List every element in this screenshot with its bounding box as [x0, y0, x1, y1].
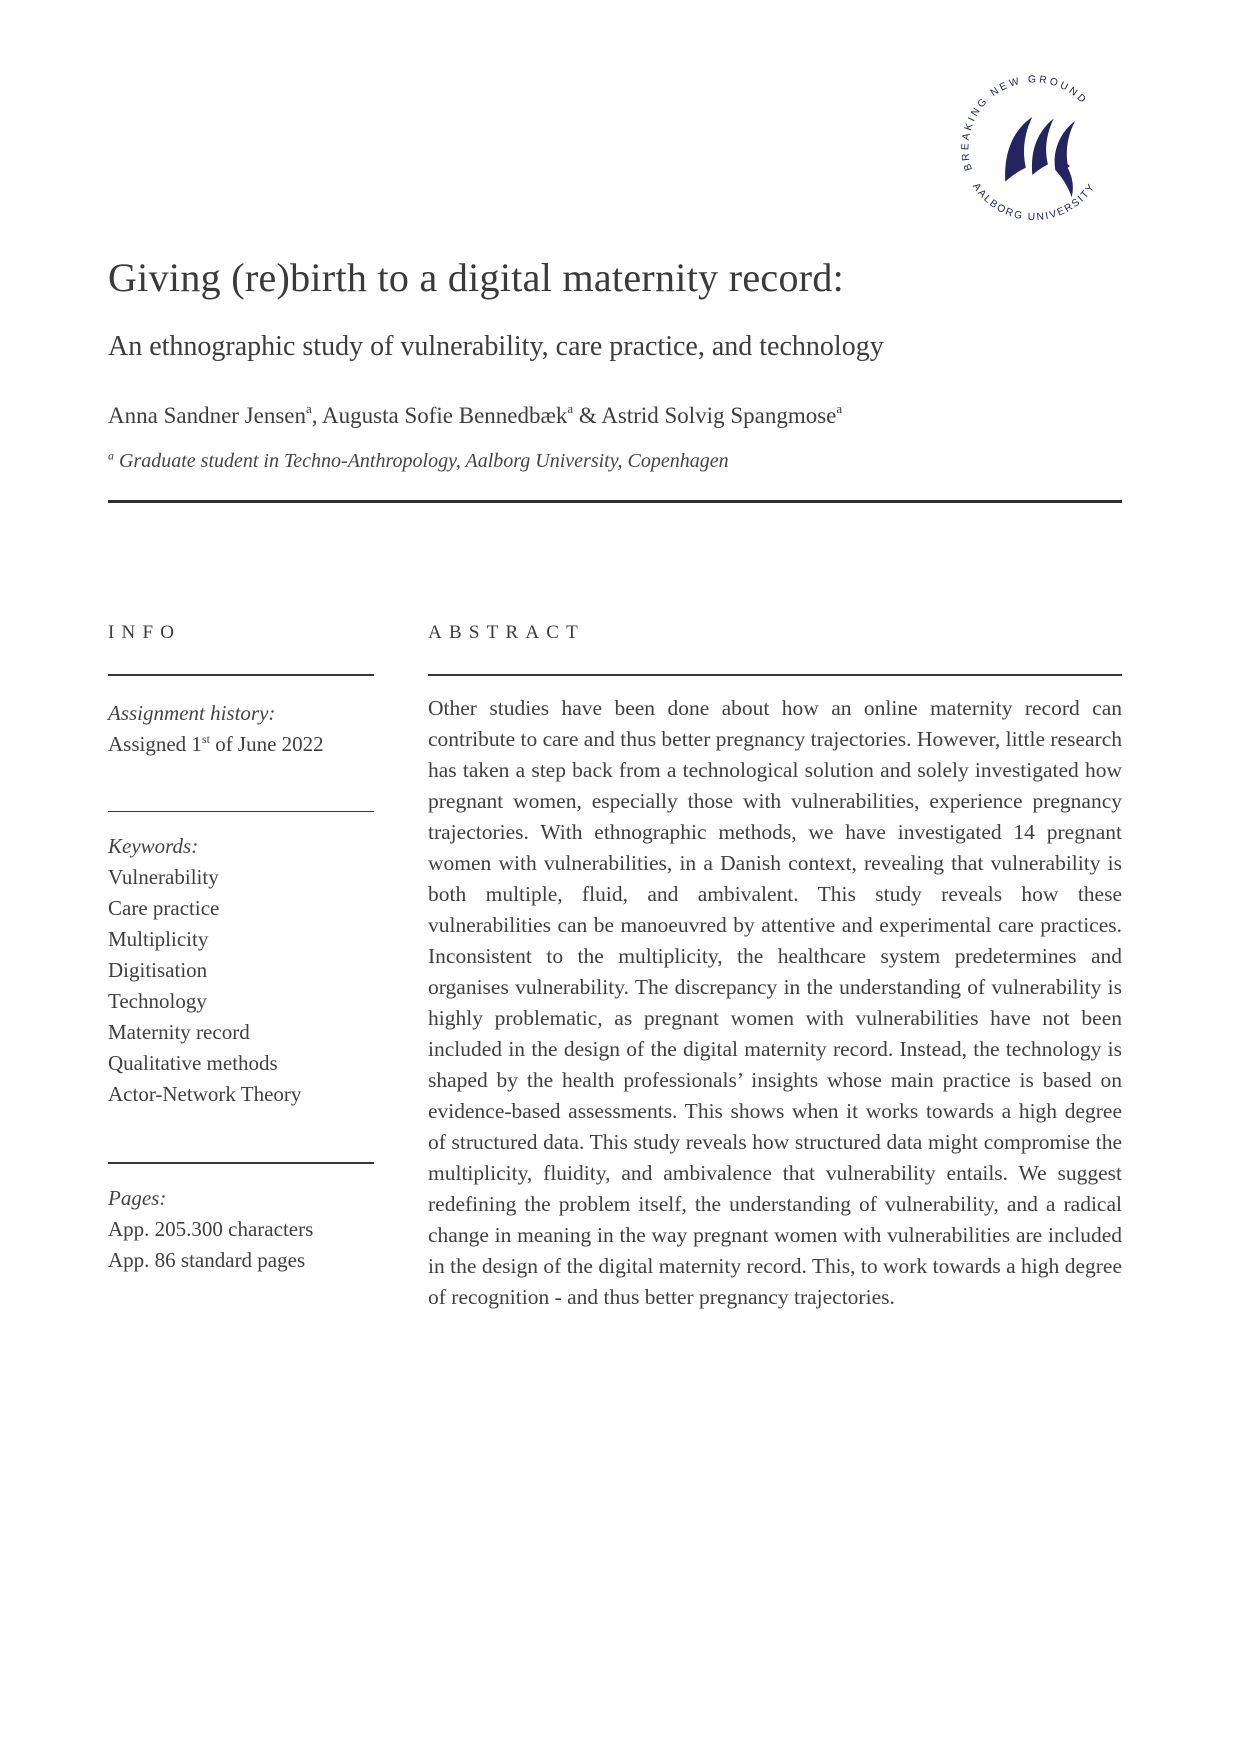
- header-divider: [108, 500, 1122, 503]
- info-heading-rule: [108, 674, 374, 676]
- ordinal-suffix: st: [201, 731, 210, 746]
- keyword-item: Vulnerability: [108, 865, 219, 890]
- author-affiliation-mark-2: a: [567, 401, 574, 417]
- author-separator-2: &: [573, 403, 602, 428]
- keywords-section: [108, 831, 374, 1110]
- keyword-item: Technology: [108, 989, 207, 1014]
- author-name-3: Astrid Solvig Spangmose: [601, 403, 837, 428]
- affiliation-text: Graduate student in Techno-Anthropology, Aalborg University, Copenhagen: [114, 450, 729, 472]
- info-heading: INFO: [108, 622, 182, 643]
- assignment-history-value: Assigned 1st of June 2022: [108, 731, 324, 756]
- author-name-1: Anna Sandner Jensen: [108, 403, 307, 428]
- keywords-section-rule: [108, 811, 374, 813]
- assignment-history-section: [108, 698, 374, 760]
- keywords-label: Keywords:: [108, 834, 199, 859]
- aalborg-university-logo: [952, 66, 1116, 230]
- author-affiliation-mark-3: a: [836, 401, 843, 417]
- pages-section-rule: [108, 1162, 374, 1164]
- abstract-heading-rule: [428, 674, 1122, 676]
- logo-wave-emblem-icon: [1005, 117, 1075, 197]
- pages-label: Pages:: [108, 1185, 167, 1210]
- keyword-item: Care practice: [108, 896, 220, 921]
- abstract-body: Other studies have been done about how an online maternity record can contribute to care and thus better pregnancy trajectories. However, little research has taken a step back from a technological solution and solely investigated how pregnant women, especially those with vulnerabilities, experience pregnancy trajectories. With ethnographic methods, we have investigated 14 pregnant women with vulnerabilities, in a Danish context, revealing that vulnerability is both multiple, fluid, and ambivalent. This study reveals how these vulnerabilities can be manoeuvred by attentive and experimental care practices. Inconsistent to the multiplicity, the healthcare system predetermines and organises vulnerability. The discrepancy in the understanding of vulnerability is highly problematic, as pregnant women with vulnerabilities have not been included in the design of the digital maternity record. Instead, the technology is shaped by the health professionals’ insights whose main practice is based on evidence-based assessments. This shows when it works towards a high degree of structured data. This study reveals how structured data might compromise the multiplicity, fluidity, and ambivalence that vulnerability entails. We suggest redefining the problem itself, the understanding of vulnerability, and a radical change in meaning in the way pregnant women with vulnerabilities are included in the design of the digital maternity record. This, to work towards a high degree of recognition - and thus better pregnancy trajectories.: [428, 695, 1122, 1309]
- abstract-heading: ABSTRACT: [428, 622, 585, 643]
- abstract-column: [428, 622, 1122, 1313]
- paper-title: Giving (re)birth to a digital maternity record:: [108, 255, 845, 300]
- author-name-2: Augusta Sofie Bennedbæk: [322, 403, 568, 428]
- logo-svg: [952, 66, 1116, 230]
- keyword-item: Maternity record: [108, 1020, 250, 1045]
- author-separator-1: ,: [311, 403, 323, 428]
- affiliation-line: [108, 449, 1122, 474]
- logo-bottom-arc: AALBORG UNIVERSITY: [970, 181, 1098, 224]
- paper-subtitle: An ethnographic study of vulnerability, care practice, and technology: [108, 331, 884, 362]
- pages-characters: App. 205.300 characters: [108, 1216, 314, 1241]
- author-affiliation-mark-1: a: [306, 401, 312, 417]
- logo-top-arc: BREAKING NEW GROUND: [960, 74, 1090, 172]
- keyword-item: Actor-Network Theory: [108, 1082, 302, 1107]
- assignment-history-label: Assignment history:: [108, 700, 276, 725]
- keyword-item: Digitisation: [108, 958, 208, 983]
- pages-section: [108, 1183, 374, 1276]
- pages-standard-pages: App. 86 standard pages: [108, 1247, 306, 1272]
- info-column: [108, 622, 374, 1276]
- keyword-item: Multiplicity: [108, 927, 209, 952]
- authors-line: [108, 402, 1122, 431]
- keyword-item: Qualitative methods: [108, 1051, 278, 1076]
- affiliation-mark: a: [108, 448, 114, 463]
